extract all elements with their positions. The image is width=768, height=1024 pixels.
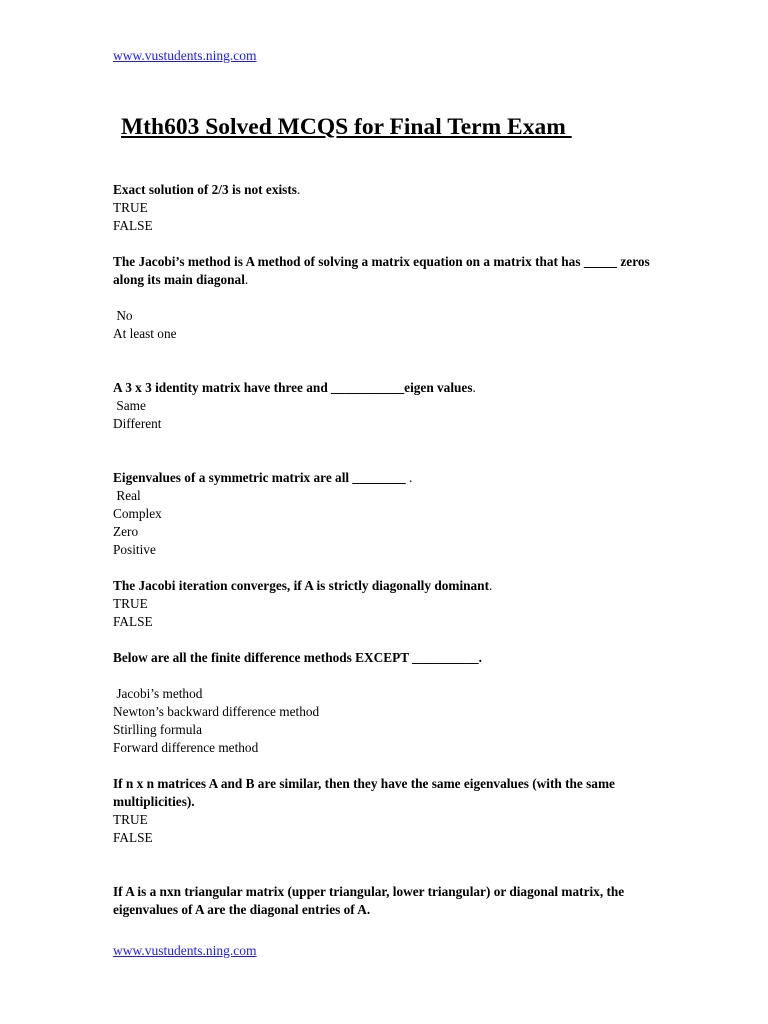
question-1-option-1: TRUE — [113, 200, 148, 215]
question-4-option-2: Complex — [113, 506, 162, 521]
question-5-option-1: TRUE — [113, 596, 148, 611]
question-6-option-1: Jacobi’s method — [113, 686, 203, 701]
question-7: If n x n matrices A and B are similar, then they have the same eigenvalues (with the same multiplicities). — [113, 776, 615, 809]
question-5-option-2: FALSE — [113, 614, 153, 629]
question-3: A 3 x 3 identity matrix have three and ___________eigen values. — [113, 380, 476, 395]
question-1: Exact solution of 2/3 is not exists. — [113, 182, 301, 197]
question-4: Eigenvalues of a symmetric matrix are all ________ . — [113, 470, 413, 485]
question-8: If A is a nxn triangular matrix (upper triangular, lower triangular) or diagonal matrix, the eigenvalues of A are the diagonal entries of A. — [113, 884, 625, 917]
page-title: Mth603 Solved MCQS for Final Term Exam — [121, 114, 572, 140]
question-6-option-3: Stirlling formula — [113, 722, 203, 737]
question-3-option-1: Same — [113, 398, 146, 413]
question-4-option-4: Positive — [113, 542, 156, 557]
question-6-option-2: Newton’s backward difference method — [113, 704, 320, 719]
question-list — [113, 181, 673, 919]
question-7-option-2: FALSE — [113, 830, 153, 845]
footer-link[interactable]: www.vustudents.ning.com — [113, 943, 257, 958]
question-6: Below are all the finite difference methods EXCEPT __________. — [113, 650, 482, 665]
question-6-option-4: Forward difference method — [113, 740, 259, 755]
question-2-option-1: No — [113, 308, 133, 323]
header-link[interactable]: www.vustudents.ning.com — [113, 48, 257, 63]
question-2-option-2: At least one — [113, 326, 177, 341]
question-4-option-1: Real — [113, 488, 141, 503]
question-7-option-1: TRUE — [113, 812, 148, 827]
question-1-option-2: FALSE — [113, 218, 153, 233]
question-2: The Jacobi’s method is A method of solving a matrix equation on a matrix that has _____ zeros along its main diagonal. — [113, 254, 650, 287]
question-3-option-2: Different — [113, 416, 162, 431]
question-5: The Jacobi iteration converges, if A is strictly diagonally dominant. — [113, 578, 493, 593]
question-4-option-3: Zero — [113, 524, 139, 539]
